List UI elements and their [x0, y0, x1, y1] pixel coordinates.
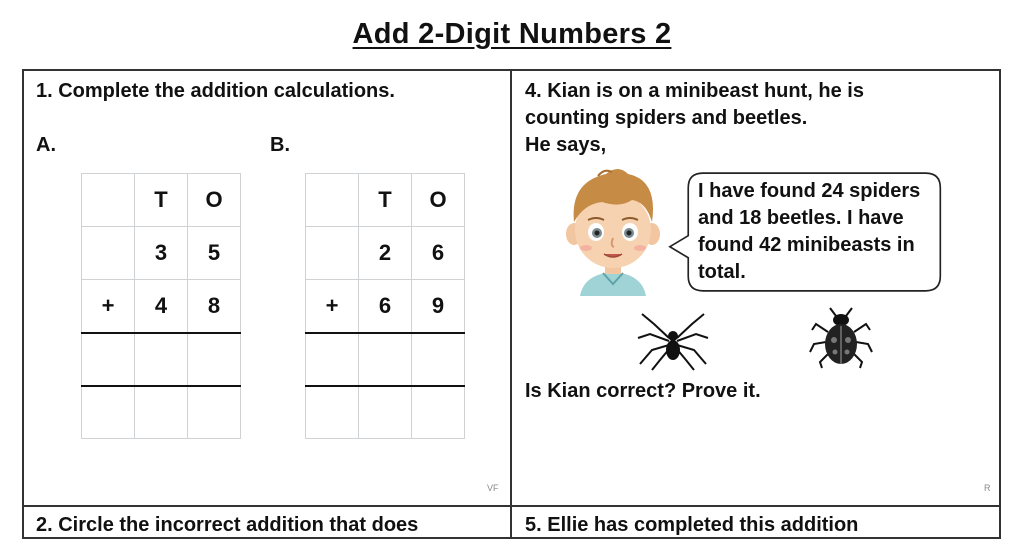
grid-cell: + — [82, 280, 135, 333]
speech-line: total. — [698, 261, 746, 283]
carry-cell[interactable] — [306, 386, 359, 439]
speech-text — [698, 178, 960, 286]
answer-cell[interactable] — [412, 333, 465, 386]
grid-cell: 8 — [188, 280, 241, 333]
carry-cell[interactable] — [82, 386, 135, 439]
place-value-grid-a — [81, 173, 241, 439]
speech-line: I have found 24 spiders — [698, 180, 921, 202]
answer-cell[interactable] — [359, 333, 412, 386]
place-value-grid-b — [305, 173, 465, 439]
grid-cell: O — [188, 174, 241, 227]
grid-cell: T — [135, 174, 188, 227]
grid-cell: 5 — [188, 227, 241, 280]
q5-heading: 5. Ellie has completed this addition — [525, 514, 859, 536]
grid-cell: 9 — [412, 280, 465, 333]
grid-cell: 2 — [359, 227, 412, 280]
q1-heading: 1. Complete the addition calculations. — [36, 80, 395, 102]
grid-cell: O — [412, 174, 465, 227]
spider-icon — [636, 308, 710, 372]
grid-cell: T — [359, 174, 412, 227]
grid-cell: 6 — [359, 280, 412, 333]
speech-line: found 42 minibeasts in — [698, 234, 915, 256]
q1-corner-code: VF — [487, 483, 499, 493]
grid-cell — [82, 227, 135, 280]
answer-cell[interactable] — [306, 333, 359, 386]
grid-cell: + — [306, 280, 359, 333]
grid-cell: 4 — [135, 280, 188, 333]
page-title: Add 2-Digit Numbers 2 — [352, 18, 672, 50]
carry-cell[interactable] — [412, 386, 465, 439]
carry-cell[interactable] — [135, 386, 188, 439]
row-divider — [22, 505, 1001, 507]
grid-cell: 3 — [135, 227, 188, 280]
answer-cell[interactable] — [135, 333, 188, 386]
q4-line-1: 4. Kian is on a minibeast hunt, he is — [525, 80, 864, 102]
q4-line-3: He says, — [525, 134, 607, 156]
speech-line: and 18 beetles. I have — [698, 207, 904, 229]
q4-corner-code: R — [984, 483, 991, 493]
q2-heading: 2. Circle the incorrect addition that does — [36, 514, 419, 536]
q1-label-b: B. — [270, 134, 290, 156]
grid-cell — [306, 227, 359, 280]
grid-cell: 6 — [412, 227, 465, 280]
column-divider — [510, 69, 512, 539]
q4-question: Is Kian correct? Prove it. — [525, 380, 761, 402]
carry-cell[interactable] — [359, 386, 412, 439]
q4-line-2: counting spiders and beetles. — [525, 107, 808, 129]
q1-label-a: A. — [36, 134, 56, 156]
grid-cell — [306, 174, 359, 227]
boy-avatar-icon — [558, 162, 668, 296]
answer-cell[interactable] — [82, 333, 135, 386]
carry-cell[interactable] — [188, 386, 241, 439]
grid-cell — [82, 174, 135, 227]
beetle-icon — [808, 306, 874, 372]
answer-cell[interactable] — [188, 333, 241, 386]
